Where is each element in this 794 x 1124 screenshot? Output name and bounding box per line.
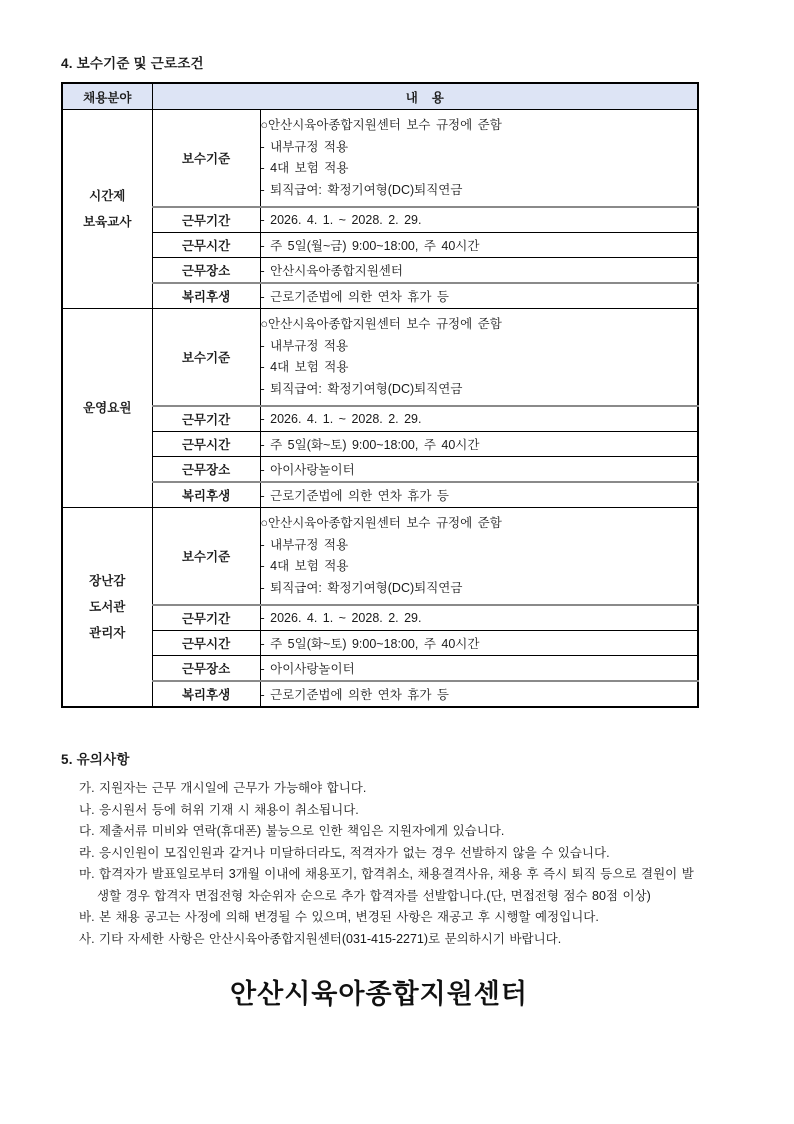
category-line: 도서관 bbox=[89, 600, 126, 614]
row-value-welfare: - 근로기준법에 의한 연차 휴가 등 bbox=[260, 283, 698, 309]
row-value-pay-standard bbox=[260, 110, 698, 208]
table-row bbox=[62, 283, 698, 309]
row-label-work-period: 근무기간 bbox=[152, 406, 260, 432]
row-label-pay-standard: 보수기준 bbox=[152, 110, 260, 208]
category-cell-toy-library-manager bbox=[62, 508, 152, 708]
header-cell-category: 채용분야 bbox=[62, 83, 152, 110]
table-row bbox=[62, 233, 698, 258]
value-line: - 내부규정 적용 bbox=[260, 139, 349, 154]
row-value-work-period: - 2026. 4. 1. ~ 2028. 2. 29. bbox=[260, 406, 698, 432]
table-row bbox=[62, 258, 698, 284]
value-line: - 퇴직급여: 확정기여형(DC)퇴직연금 bbox=[260, 580, 463, 595]
value-line: - 퇴직급여: 확정기여형(DC)퇴직연금 bbox=[260, 381, 463, 396]
row-value-work-hours: - 주 5일(월~금) 9:00~18:00, 주 40시간 bbox=[260, 233, 698, 258]
row-value-pay-standard bbox=[260, 508, 698, 606]
row-value-welfare: - 근로기준법에 의한 연차 휴가 등 bbox=[260, 482, 698, 508]
table-header-row bbox=[62, 83, 698, 110]
row-label-work-place: 근무장소 bbox=[152, 457, 260, 483]
row-label-work-hours: 근무시간 bbox=[152, 233, 260, 258]
table-row bbox=[62, 457, 698, 483]
row-value-pay-standard bbox=[260, 309, 698, 407]
note-item-da: 다. 제출서류 미비와 연락(휴대폰) 불능으로 인한 책임은 지원자에게 있습니다. bbox=[79, 824, 505, 838]
value-line: ○안산시육아종합지원센터 보수 규정에 준함 bbox=[260, 516, 502, 530]
category-line: 장난감 bbox=[89, 574, 126, 588]
table-row bbox=[62, 508, 698, 606]
row-label-work-place: 근무장소 bbox=[152, 656, 260, 682]
row-value-work-period: - 2026. 4. 1. ~ 2028. 2. 29. bbox=[260, 207, 698, 233]
row-label-pay-standard: 보수기준 bbox=[152, 508, 260, 606]
footer-org-name: 안산시육아종합지원센터 bbox=[230, 979, 528, 1009]
note-item-ga: 가. 지원자는 근무 개시일에 근무가 가능해야 합니다. bbox=[79, 781, 367, 795]
row-label-welfare: 복리후생 bbox=[152, 681, 260, 707]
row-value-work-place: - 아이사랑놀이터 bbox=[260, 457, 698, 483]
table-row bbox=[62, 110, 698, 208]
category-line: 관리자 bbox=[89, 626, 126, 640]
value-line: - 퇴직급여: 확정기여형(DC)퇴직연금 bbox=[260, 182, 463, 197]
category-cell-operations-staff bbox=[62, 309, 152, 508]
category-line: 보육교사 bbox=[83, 215, 132, 229]
category-line: 운영요원 bbox=[83, 401, 132, 415]
row-label-pay-standard: 보수기준 bbox=[152, 309, 260, 407]
value-line: - 4대 보험 적용 bbox=[260, 161, 349, 175]
section4-title: 4. 보수기준 및 근로조건 bbox=[61, 56, 204, 71]
value-line: - 내부규정 적용 bbox=[260, 338, 349, 353]
row-value-work-place: - 아이사랑놀이터 bbox=[260, 656, 698, 682]
notes-list bbox=[79, 778, 697, 950]
page-content bbox=[61, 52, 697, 1011]
row-label-welfare: 복리후생 bbox=[152, 283, 260, 309]
value-line: - 4대 보험 적용 bbox=[260, 559, 349, 573]
header-cell-content: 내 용 bbox=[152, 83, 698, 110]
value-line: - 4대 보험 적용 bbox=[260, 360, 349, 374]
category-cell-part-time-teacher bbox=[62, 110, 152, 309]
note-item-ma: 마. 합격자가 발표일로부터 3개월 이내에 채용포기, 합격취소, 채용결격사유, 채용 후 즉시 퇴직 등으로 결원이 발생할 경우 합격자 면접전형 차순위자 순으로 추가 합격자를 선발합니다.(단, 면접전형 점수 80점 이상) bbox=[79, 867, 694, 903]
table-row bbox=[62, 656, 698, 682]
value-line: - 내부규정 적용 bbox=[260, 537, 349, 552]
note-item-sa: 사. 기타 자세한 사항은 안산시육아종합지원센터(031-415-2271)로 문의하시기 바랍니다. bbox=[79, 931, 562, 946]
row-label-work-place: 근무장소 bbox=[152, 258, 260, 284]
table-row bbox=[62, 207, 698, 233]
section5-title: 5. 유의사항 bbox=[61, 752, 130, 767]
note-item-ba: 바. 본 채용 공고는 사정에 의해 변경될 수 있으며, 변경된 사항은 재공고 후 시행할 예정입니다. bbox=[79, 910, 599, 924]
value-line: ○안산시육아종합지원센터 보수 규정에 준함 bbox=[260, 317, 502, 331]
row-label-work-period: 근무기간 bbox=[152, 207, 260, 233]
table-row bbox=[62, 309, 698, 407]
row-value-work-place: - 안산시육아종합지원센터 bbox=[260, 258, 698, 284]
row-value-work-period: - 2026. 4. 1. ~ 2028. 2. 29. bbox=[260, 605, 698, 631]
table-row bbox=[62, 681, 698, 707]
note-item-ra: 라. 응시인원이 모집인원과 같거나 미달하더라도, 적격자가 없는 경우 선발하지 않을 수 있습니다. bbox=[79, 845, 610, 860]
category-line: 시간제 bbox=[89, 189, 126, 203]
note-item-na: 나. 응시원서 등에 허위 기재 시 채용이 취소됩니다. bbox=[79, 802, 359, 817]
notes-section bbox=[61, 748, 697, 950]
row-value-work-hours: - 주 5일(화~토) 9:00~18:00, 주 40시간 bbox=[260, 432, 698, 457]
row-label-work-period: 근무기간 bbox=[152, 605, 260, 631]
table-row bbox=[62, 482, 698, 508]
row-label-work-hours: 근무시간 bbox=[152, 631, 260, 656]
row-label-welfare: 복리후생 bbox=[152, 482, 260, 508]
table-row bbox=[62, 406, 698, 432]
table-row bbox=[62, 605, 698, 631]
row-value-welfare: - 근로기준법에 의한 연차 휴가 등 bbox=[260, 681, 698, 707]
table-row bbox=[62, 631, 698, 656]
table-row bbox=[62, 432, 698, 457]
row-label-work-hours: 근무시간 bbox=[152, 432, 260, 457]
row-value-work-hours: - 주 5일(화~토) 9:00~18:00, 주 40시간 bbox=[260, 631, 698, 656]
conditions-table bbox=[61, 82, 699, 708]
value-line: ○안산시육아종합지원센터 보수 규정에 준함 bbox=[260, 118, 502, 132]
